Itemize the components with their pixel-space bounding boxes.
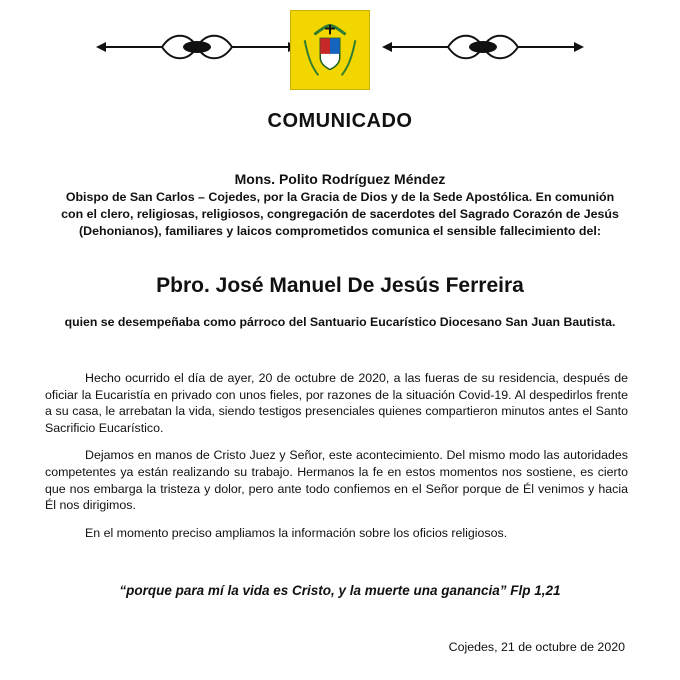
decorative-flourish-icon bbox=[378, 30, 588, 64]
intro-line: (Dehonianos), familiares y laicos comprometidos comunica el sensible fallecimiento del: bbox=[79, 224, 601, 238]
document-title: COMUNICADO bbox=[267, 110, 413, 132]
body-paragraph: Hecho ocurrido el día de ayer, 20 de octubre de 2020, a las fueras de su residencia, después de oficiar la Eucaristía en privado con unos fieles, por razones de la situación Covid-19. Al despedirlos frente a su casa, le arrebatan la vida, siendo testigos presenciales quienes compartieron minutos antes el Santo Sacrificio Eucarístico. bbox=[45, 371, 628, 435]
document-header bbox=[0, 0, 680, 95]
episcopal-coat-of-arms-icon bbox=[290, 10, 370, 90]
intro-line: con el clero, religiosas, religiosos, congregación de sacerdotes del Sagrado Corazón de Jesús bbox=[61, 207, 619, 221]
dateline: Cojedes, 21 de octubre de 2020 bbox=[448, 640, 625, 654]
intro-block bbox=[40, 170, 640, 240]
intro-line: Obispo de San Carlos – Cojedes, por la Gracia de Dios y de la Sede Apostólica. En comunión bbox=[65, 190, 615, 204]
bishop-name: Mons. Polito Rodríguez Méndez bbox=[234, 171, 446, 187]
body-paragraph: En el momento preciso ampliamos la información sobre los oficios religiosos. bbox=[85, 525, 508, 540]
body-text bbox=[45, 370, 628, 552]
decorative-flourish-icon bbox=[92, 30, 302, 64]
scripture-quote: “porque para mí la vida es Cristo, y la muerte una ganancia” Flp 1,21 bbox=[119, 583, 561, 598]
deceased-role: quien se desempeñaba como párroco del Santuario Eucarístico Diocesano San Juan Bautista. bbox=[64, 315, 616, 329]
body-paragraph: Dejamos en manos de Cristo Juez y Señor, este acontecimiento. Del mismo modo las autoridades competentes ya están realizando su trabajo. Hermanos la fe en estos momentos nos sostiene, es cierto que nos embarga la tristeza y dolor, pero ante todo confiemos en el Señor porque de Él venimos y hacia Él nos dirigimos. bbox=[45, 448, 628, 513]
deceased-name: Pbro. José Manuel De Jesús Ferreira bbox=[156, 274, 524, 297]
